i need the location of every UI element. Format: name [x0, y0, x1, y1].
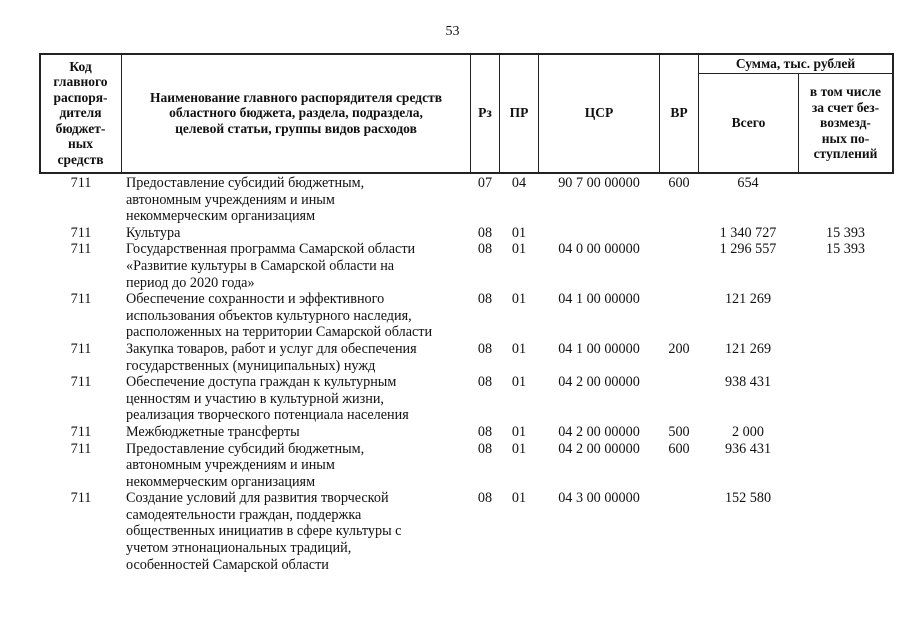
header-free-line: возмезд- — [820, 115, 871, 131]
cell-name — [126, 341, 471, 374]
cell-rz: 08 — [477, 374, 493, 391]
header-csr: ЦСР — [584, 105, 614, 121]
header-code-line: Код — [69, 58, 92, 74]
cell-csr: 04 1 00 00000 — [558, 291, 640, 308]
header-sum: Сумма, тыс. рублей — [735, 55, 856, 71]
cell-pr: 01 — [511, 423, 527, 440]
table-row — [0, 241, 905, 291]
header-bottom-border — [39, 172, 893, 174]
cell-pr: 01 — [511, 490, 527, 507]
table-row — [0, 490, 905, 573]
cell-name-line: расположенных на территории Самарской области — [126, 324, 433, 341]
cell-name — [126, 374, 471, 424]
cell-csr: 04 2 00 00000 — [558, 440, 640, 457]
header-code-line: главного — [53, 74, 108, 90]
cell-code: 711 — [70, 291, 92, 308]
cell-rz: 08 — [477, 440, 493, 457]
header-rz: Рз — [478, 105, 492, 121]
cell-name-line: Межбюджетные трансферты — [126, 423, 300, 440]
cell-csr: 04 2 00 00000 — [558, 423, 640, 440]
header-code — [40, 54, 121, 172]
cell-name-line: Закупка товаров, работ и услуг для обеспечения — [126, 340, 417, 357]
cell-name-line: общественных инициатив в сфере культуры с — [126, 523, 402, 540]
header-right-border — [892, 53, 894, 174]
cell-rz: 08 — [477, 490, 493, 507]
cell-name — [126, 241, 471, 291]
cell-total: 1 296 557 — [719, 241, 777, 258]
header-free-line: ных по- — [821, 130, 870, 146]
cell-name-line: ценностям и участию в культурной жизни, — [126, 390, 384, 407]
header-code-line: средств — [57, 151, 104, 167]
cell-total: 938 431 — [724, 374, 772, 391]
table-body — [0, 175, 905, 573]
cell-pr: 01 — [511, 224, 527, 241]
cell-name-line: реализация творческого потенциала населения — [126, 407, 409, 424]
cell-rz: 08 — [477, 224, 493, 241]
cell-code: 711 — [70, 340, 92, 357]
cell-csr: 90 7 00 00000 — [558, 175, 640, 191]
header-code-line: бюджет- — [55, 120, 106, 136]
header-name-line: Наименование главного распорядителя средств — [149, 89, 442, 105]
cell-vr: 600 — [668, 440, 690, 457]
cell-name-line: использования объектов культурного наследия, — [126, 307, 412, 324]
cell-total: 654 — [737, 175, 759, 191]
header-code-line: ных — [67, 136, 94, 152]
table-row — [0, 341, 905, 374]
cell-pr: 01 — [511, 291, 527, 308]
cell-name-line: особенностей Самарской области — [126, 556, 329, 573]
cell-code: 711 — [70, 374, 92, 391]
cell-name-line: некоммерческим организациям — [126, 473, 316, 490]
cell-total: 121 269 — [724, 291, 772, 308]
cell-rz: 08 — [477, 291, 493, 308]
cell-name — [126, 225, 471, 242]
cell-code: 711 — [70, 490, 92, 507]
cell-name-line: Государственная программа Самарской области — [126, 241, 416, 258]
header-free-line: в том числе — [809, 84, 882, 100]
header-name-line: областного бюджета, раздела, подраздела, — [169, 105, 423, 121]
table-row — [0, 441, 905, 491]
header-name — [122, 54, 470, 172]
cell-vr: 500 — [668, 423, 690, 440]
cell-vr: 600 — [668, 175, 690, 191]
header-vr: ВР — [670, 105, 688, 121]
cell-csr: 04 2 00 00000 — [558, 374, 640, 391]
cell-name-line: Культура — [126, 224, 181, 241]
cell-pr: 01 — [511, 374, 527, 391]
cell-pr: 01 — [511, 340, 527, 357]
header-pr: ПР — [509, 105, 529, 121]
cell-name — [126, 490, 471, 573]
cell-rz: 08 — [477, 423, 493, 440]
cell-name — [126, 441, 471, 491]
cell-pr: 01 — [511, 440, 527, 457]
cell-code: 711 — [70, 175, 92, 191]
cell-name-line: автономным учреждениям и иным — [126, 191, 335, 208]
cell-name-line: государственных (муниципальных) нужд — [126, 357, 376, 374]
table-row — [0, 225, 905, 242]
cell-rz: 07 — [477, 175, 493, 191]
header-free-line: ступлений — [813, 146, 878, 162]
cell-name-line: Предоставление субсидий бюджетным, — [126, 175, 365, 191]
cell-name — [126, 175, 471, 225]
table-header — [39, 53, 893, 174]
cell-total: 1 340 727 — [719, 224, 777, 241]
cell-name-line: Обеспечение сохранности и эффективного — [126, 291, 385, 308]
cell-name-line: период до 2020 года» — [126, 274, 255, 291]
cell-name — [126, 424, 471, 441]
cell-total: 936 431 — [724, 440, 772, 457]
cell-name-line: Предоставление субсидий бюджетным, — [126, 440, 365, 457]
cell-total: 152 580 — [724, 490, 772, 507]
cell-name-line: Обеспечение доступа граждан к культурным — [126, 374, 397, 391]
cell-name — [126, 291, 471, 341]
cell-pr: 01 — [511, 241, 527, 258]
cell-total: 2 000 — [732, 423, 764, 440]
cell-name-line: автономным учреждениям и иным — [126, 457, 335, 474]
cell-code: 711 — [70, 423, 92, 440]
cell-vr: 200 — [668, 340, 690, 357]
table-row — [0, 291, 905, 341]
cell-name-line: «Развитие культуры в Самарской области на — [126, 257, 395, 274]
table-row — [0, 424, 905, 441]
header-free-receipts — [799, 74, 892, 172]
cell-csr: 04 0 00 00000 — [558, 241, 640, 258]
cell-free-receipts: 15 393 — [825, 241, 865, 258]
cell-free-receipts: 15 393 — [825, 224, 865, 241]
cell-pr: 04 — [511, 175, 527, 191]
cell-name-line: самодеятельности граждан, поддержка — [126, 506, 362, 523]
cell-csr: 04 1 00 00000 — [558, 340, 640, 357]
cell-rz: 08 — [477, 241, 493, 258]
header-code-line: дителя — [59, 105, 102, 121]
cell-code: 711 — [70, 241, 92, 258]
table-row — [0, 175, 905, 225]
cell-code: 711 — [70, 224, 92, 241]
header-name-line: целевой статьи, группы видов расходов — [175, 120, 417, 136]
header-free-line: за счет без- — [811, 99, 880, 115]
cell-name-line: учетом этнонациональных традиций, — [126, 540, 352, 557]
cell-code: 711 — [70, 440, 92, 457]
page-number: 53 — [445, 24, 460, 39]
cell-rz: 08 — [477, 340, 493, 357]
table-row — [0, 374, 905, 424]
header-code-line: распоря- — [53, 89, 108, 105]
cell-name-line: некоммерческим организациям — [126, 208, 316, 225]
header-total: Всего — [731, 115, 766, 131]
cell-name-line: Создание условий для развития творческой — [126, 490, 389, 507]
cell-total: 121 269 — [724, 340, 772, 357]
cell-csr: 04 3 00 00000 — [558, 490, 640, 507]
